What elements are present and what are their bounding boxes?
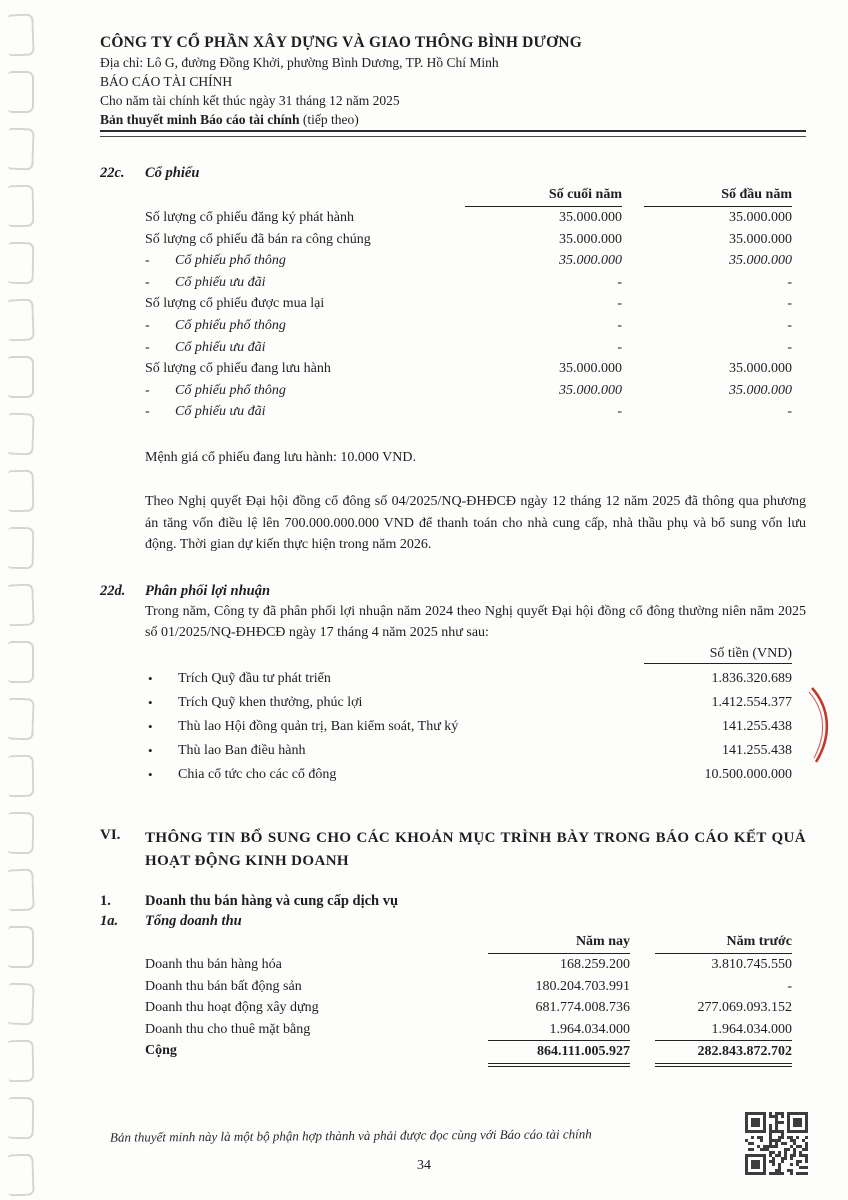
table-row: Doanh thu bán bất động sản 180.204.703.991 - bbox=[145, 978, 792, 994]
table-subrow: - Cổ phiếu phổ thông - - bbox=[100, 315, 792, 337]
binding-mark bbox=[8, 1097, 35, 1139]
profit-distribution-intro: Trong năm, Công ty đã phân phối lợi nhuận năm 2024 theo Nghị quyết Đại hội đồng cổ đông thường niên năm 2025 số 01/2025/NQ-ĐHĐCĐ ngày 17 tháng 4 năm 2025 như sau: bbox=[145, 603, 806, 641]
table-row: Số lượng cổ phiếu đã bán ra công chúng 35.000.000 35.000.000 bbox=[145, 231, 792, 247]
table-subrow: - Cổ phiếu ưu đãi - - bbox=[100, 272, 792, 294]
binding-mark bbox=[7, 413, 34, 456]
report-period: Cho năm tài chính kết thúc ngày 31 tháng 12 năm 2025 bbox=[100, 93, 400, 108]
list-item: • Trích Quỹ đầu tư phát triển 1.836.320.689 bbox=[100, 667, 806, 691]
table-subrow: - Cổ phiếu ưu đãi - - bbox=[100, 401, 792, 423]
binding-mark bbox=[8, 470, 35, 512]
list-item: • Trích Quỹ khen thưởng, phúc lợi 1.412.554.377 bbox=[100, 691, 806, 715]
section-22d-heading: 22d. Phân phối lợi nhuận bbox=[100, 582, 271, 599]
amount-header: Số tiền (VND) bbox=[100, 646, 792, 664]
dash-marker: - bbox=[145, 404, 150, 420]
list-item: • Thù lao Ban điều hành 141.255.438 bbox=[100, 739, 806, 763]
red-pen-mark bbox=[806, 686, 836, 764]
binding-mark bbox=[8, 71, 34, 113]
table-row: Doanh thu cho thuê mặt bằng 1.964.034.000 1.964.034.000 bbox=[145, 1021, 792, 1037]
table-subrow: - Cổ phiếu ưu đãi - - bbox=[100, 337, 792, 359]
bullet-icon: • bbox=[148, 742, 153, 758]
shares-table bbox=[100, 185, 792, 423]
binding-mark bbox=[8, 356, 34, 398]
table-row: Doanh thu bán hàng hóa 168.259.200 3.810.745.550 bbox=[145, 956, 792, 972]
list-item: • Chia cổ tức cho các cổ đông 10.500.000.000 bbox=[100, 763, 806, 787]
binding-mark bbox=[7, 584, 34, 627]
bullet-icon: • bbox=[148, 718, 153, 734]
section-vi-heading: VI. THÔNG TIN BỔ SUNG CHO CÁC KHOẢN MỤC TRÌNH BÀY TRONG BÁO CÁO KẾT QUẢ HOẠT ĐỘNG KINH DOANH bbox=[100, 826, 806, 869]
table-row: Doanh thu hoạt động xây dựng 681.774.008.736 277.069.093.152 bbox=[145, 1000, 792, 1016]
dash-marker: - bbox=[145, 274, 150, 290]
table-row: Số lượng cổ phiếu được mua lại - - bbox=[145, 296, 792, 312]
revenue-table-header bbox=[100, 932, 792, 954]
bullet-icon: • bbox=[148, 670, 153, 686]
revenue-table bbox=[100, 932, 792, 1067]
company-address: Địa chỉ: Lô G, đường Đồng Khởi, phường Bình Dương, TP. Hồ Chí Minh bbox=[100, 55, 499, 70]
table-subrow: - Cổ phiếu phổ thông 35.000.000 35.000.000 bbox=[100, 380, 792, 402]
notes-continuation-title: Bản thuyết minh Báo cáo tài chính (tiếp theo) bbox=[100, 112, 359, 127]
company-header bbox=[100, 34, 806, 137]
binding-mark bbox=[8, 755, 35, 797]
dash-marker: - bbox=[145, 339, 150, 355]
binding-mark bbox=[7, 128, 34, 171]
binding-mark bbox=[7, 869, 34, 912]
dash-marker: - bbox=[145, 317, 150, 333]
col-start-of-year: Số đầu năm bbox=[644, 185, 792, 207]
binding-mark bbox=[7, 698, 34, 741]
qr-code bbox=[745, 1112, 808, 1175]
header-rule bbox=[100, 130, 806, 137]
resolution-note: Theo Nghị quyết Đại hội đồng cổ đông số 04/2025/NQ-ĐHĐCĐ ngày 12 tháng 12 năm 2025 đã thông qua phương án tăng vốn điều lệ lên 700.000.000.000 VND để thanh toán cho nhà cung cấp, nhà thầu phụ và bổ sung vốn lưu động. Thời gian dự kiến thực hiện trong năm 2026. bbox=[145, 494, 806, 553]
section-1a-heading: 1a. Tổng doanh thu bbox=[100, 912, 242, 929]
par-value-line: Mệnh giá cổ phiếu đang lưu hành: 10.000 VND. bbox=[145, 449, 416, 465]
section-1-heading: 1. Doanh thu bán hàng và cung cấp dịch vụ bbox=[100, 892, 399, 909]
table-row: Số lượng cổ phiếu đăng ký phát hành 35.000.000 35.000.000 bbox=[145, 210, 792, 225]
binding-mark bbox=[8, 1040, 35, 1082]
section-22c-heading: 22c. Cổ phiếu bbox=[100, 165, 200, 181]
col-prior-year: Năm trước bbox=[655, 932, 792, 954]
binding-mark bbox=[8, 527, 35, 569]
col-current-year: Năm nay bbox=[488, 932, 630, 954]
page-content bbox=[100, 34, 806, 1067]
company-name: CÔNG TY CỔ PHẦN XÂY DỰNG VÀ GIAO THÔNG BÌNH DƯƠNG bbox=[100, 34, 582, 51]
page-number: 34 bbox=[417, 1158, 431, 1173]
binding-mark bbox=[8, 185, 35, 227]
report-title: BÁO CÁO TÀI CHÍNH bbox=[100, 74, 233, 89]
list-item: • Thù lao Hội đồng quản trị, Ban kiểm soát, Thư ký 141.255.438 bbox=[100, 715, 806, 739]
profit-distribution-list bbox=[100, 667, 806, 787]
bullet-icon: • bbox=[148, 694, 153, 710]
footer-note: Bản thuyết minh này là một bộ phận hợp thành và phải được đọc cùng với Báo cáo tài chính bbox=[109, 1126, 592, 1145]
table-subrow: - Cổ phiếu phổ thông 35.000.000 35.000.000 bbox=[100, 250, 792, 272]
total-row: Cộng 864.111.005.927 282.843.872.702 bbox=[100, 1040, 792, 1067]
bullet-icon: • bbox=[148, 766, 153, 782]
col-end-of-year: Số cuối năm bbox=[465, 185, 622, 207]
binding-mark bbox=[8, 641, 34, 683]
binding-mark bbox=[8, 926, 34, 968]
dash-marker: - bbox=[145, 253, 150, 269]
binding-mark bbox=[7, 983, 34, 1026]
table-row: Số lượng cổ phiếu đang lưu hành 35.000.000 35.000.000 bbox=[145, 361, 792, 377]
dash-marker: - bbox=[145, 382, 150, 398]
binding-mark bbox=[8, 812, 35, 854]
binding-mark bbox=[7, 14, 34, 57]
binding-mark bbox=[7, 299, 34, 342]
binding-mark bbox=[8, 242, 35, 284]
shares-table-header bbox=[100, 185, 792, 207]
